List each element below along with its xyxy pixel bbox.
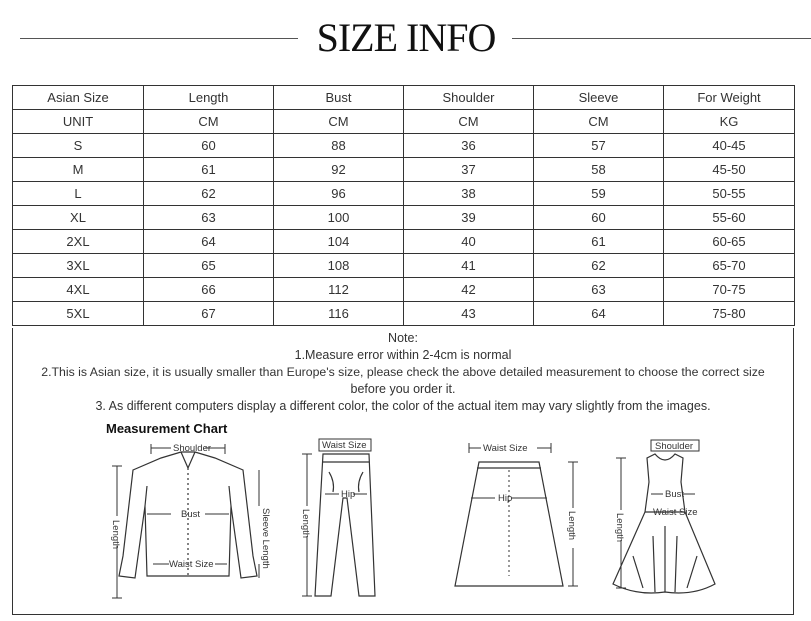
- table-row: [13, 134, 795, 158]
- table-cell: M: [13, 158, 144, 182]
- table-cell: 2XL: [13, 230, 144, 254]
- table-cell: L: [13, 182, 144, 206]
- unit-cell: CM: [274, 110, 404, 134]
- unit-cell: CM: [534, 110, 664, 134]
- pants-length-label: Length: [300, 509, 311, 539]
- table-cell: 61: [534, 230, 664, 254]
- shirt-bust-label: Bust: [181, 509, 201, 520]
- table-cell: 58: [534, 158, 664, 182]
- unit-cell: KG: [664, 110, 795, 134]
- unit-cell: UNIT: [13, 110, 144, 134]
- shirt-sleeve-label: Sleeve Length: [260, 508, 271, 569]
- table-cell: 4XL: [13, 278, 144, 302]
- shirt-length-label: Length: [110, 520, 121, 550]
- header-cell: Bust: [274, 86, 404, 110]
- table-cell: XL: [13, 206, 144, 230]
- table-row: [13, 206, 795, 230]
- note-line-2a: 2.This is Asian size, it is usually smaller than Europe's size, please check the above detailed measurement to choose the correct size: [41, 365, 765, 379]
- table-cell: 62: [144, 182, 274, 206]
- header-cell: Asian Size: [13, 86, 144, 110]
- title-bar: [0, 14, 811, 62]
- table-cell: 75-80: [664, 302, 795, 326]
- note-heading: Note:: [388, 331, 418, 345]
- table-cell: S: [13, 134, 144, 158]
- unit-cell: CM: [144, 110, 274, 134]
- table-cell: 70-75: [664, 278, 795, 302]
- shirt-waist-label: Waist Size: [169, 559, 214, 570]
- table-cell: 60: [534, 206, 664, 230]
- title-rule-left: [20, 38, 298, 39]
- table-cell: 43: [404, 302, 534, 326]
- table-cell: 60-65: [664, 230, 795, 254]
- note-line-2b: before you order it.: [350, 382, 456, 396]
- table-cell: 61: [144, 158, 274, 182]
- table-cell: 5XL: [13, 302, 144, 326]
- table-cell: 63: [144, 206, 274, 230]
- page-title: SIZE INFO: [316, 15, 496, 60]
- measurement-chart-title: Measurement Chart: [106, 421, 228, 436]
- table-cell: 45-50: [664, 158, 795, 182]
- header-cell: For Weight: [664, 86, 795, 110]
- table-row: [13, 230, 795, 254]
- table-cell: 64: [144, 230, 274, 254]
- table-cell: 38: [404, 182, 534, 206]
- pants-hip-label: Hip: [341, 489, 356, 500]
- table-row: [13, 182, 795, 206]
- dress-bust-label: Bust: [665, 489, 685, 500]
- table-cell: 92: [274, 158, 404, 182]
- table-cell: 65: [144, 254, 274, 278]
- table-cell: 59: [534, 182, 664, 206]
- table-cell: 39: [404, 206, 534, 230]
- table-row: [13, 158, 795, 182]
- table-cell: 50-55: [664, 182, 795, 206]
- header-cell: Sleeve: [534, 86, 664, 110]
- header-row: [13, 86, 795, 110]
- note-line-1: 1.Measure error within 2-4cm is normal: [294, 348, 512, 362]
- table-cell: 112: [274, 278, 404, 302]
- shirt-drawing: [103, 436, 273, 604]
- table-row: [13, 254, 795, 278]
- table-cell: 3XL: [13, 254, 144, 278]
- table-cell: 62: [534, 254, 664, 278]
- table-cell: 64: [534, 302, 664, 326]
- table-cell: 104: [274, 230, 404, 254]
- table-cell: 40-45: [664, 134, 795, 158]
- table-cell: 65-70: [664, 254, 795, 278]
- notes-box: [12, 328, 794, 615]
- note-line-3: 3. As different computers display a different color, the color of the actual item may vary slightly from the images.: [95, 399, 711, 413]
- dress-waist-label: Waist Size: [653, 507, 698, 518]
- table-cell: 88: [274, 134, 404, 158]
- header-cell: Length: [144, 86, 274, 110]
- table-cell: 36: [404, 134, 534, 158]
- table-cell: 100: [274, 206, 404, 230]
- header-cell: Shoulder: [404, 86, 534, 110]
- table-cell: 108: [274, 254, 404, 278]
- table-cell: 66: [144, 278, 274, 302]
- pants-drawing: [285, 436, 395, 604]
- table-row: [13, 302, 795, 326]
- table-cell: 96: [274, 182, 404, 206]
- unit-row: [13, 110, 795, 134]
- table-cell: 55-60: [664, 206, 795, 230]
- table-cell: 37: [404, 158, 534, 182]
- pants-waist-label: Waist Size: [322, 440, 367, 451]
- table-row: [13, 278, 795, 302]
- table-cell: 63: [534, 278, 664, 302]
- table-cell: 67: [144, 302, 274, 326]
- skirt-hip-label: Hip: [498, 493, 513, 504]
- table-cell: 40: [404, 230, 534, 254]
- dress-length-label: Length: [614, 513, 625, 543]
- shirt-shoulder-label: Shoulder: [173, 443, 212, 454]
- table-cell: 57: [534, 134, 664, 158]
- table-cell: 60: [144, 134, 274, 158]
- dress-shoulder-label: Shoulder: [655, 441, 694, 452]
- table-cell: 116: [274, 302, 404, 326]
- skirt-length-label: Length: [566, 511, 577, 541]
- title-rule-right: [512, 38, 811, 39]
- skirt-drawing: [441, 436, 591, 604]
- table-cell: 41: [404, 254, 534, 278]
- table-cell: 42: [404, 278, 534, 302]
- dress-drawing: [603, 436, 733, 604]
- size-table: [12, 85, 795, 326]
- unit-cell: CM: [404, 110, 534, 134]
- skirt-waist-label: Waist Size: [483, 443, 528, 454]
